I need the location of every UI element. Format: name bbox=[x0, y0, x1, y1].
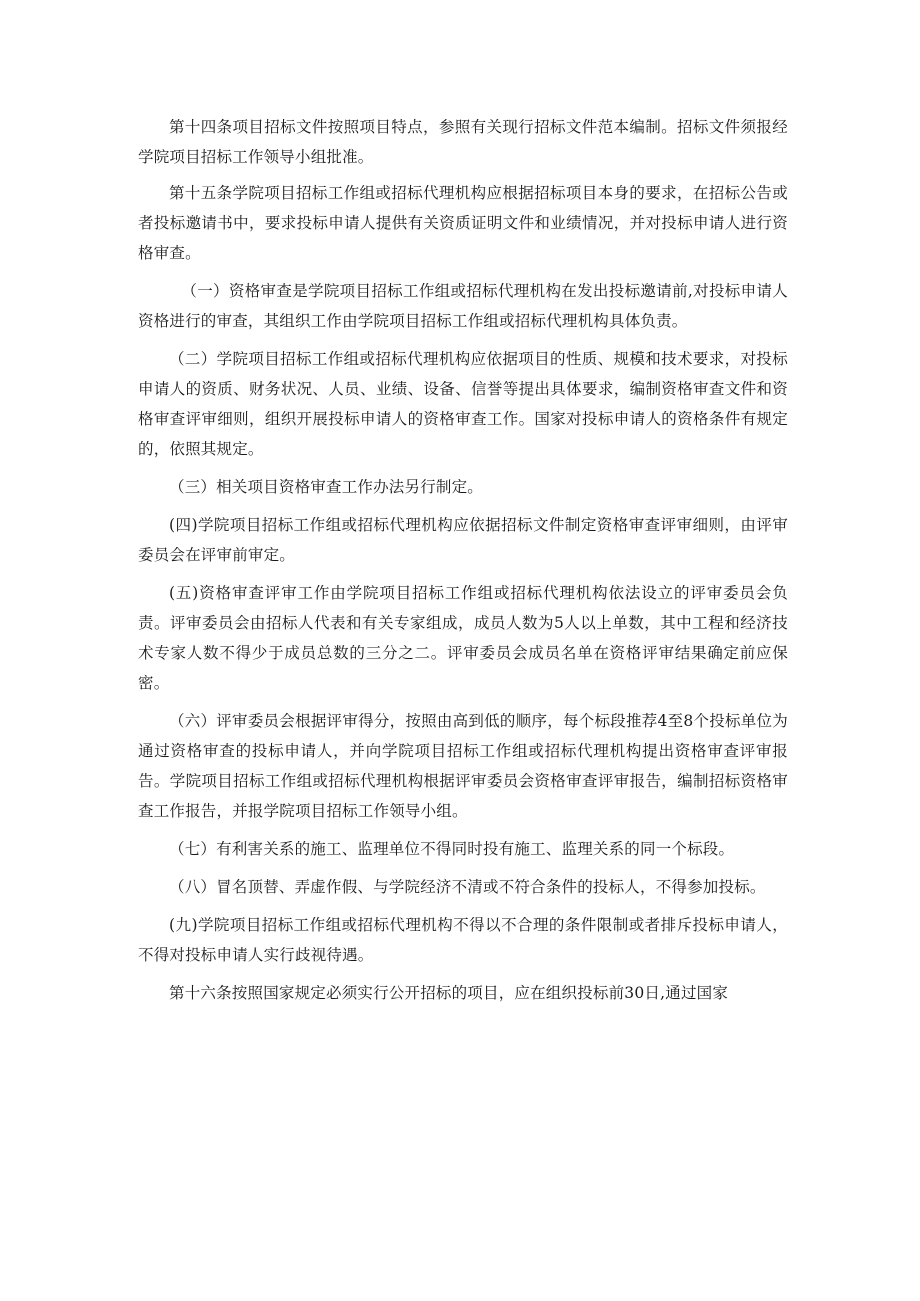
article-16-paragraph: 第十六条按照国家规定必须实行公开招标的项目，应在组织投标前30日,通过国家 bbox=[169, 984, 729, 1002]
clause-3-paragraph: （三）相关项目资格审查工作办法另行制定。 bbox=[169, 478, 484, 496]
clause-6-paragraph: （六）评审委员会根据评审得分，按照由高到低的顺序，每个标段推荐4至8个投标单位为通过资格审查的投标申请人，并向学院项目招标工作组或招标代理机构提出资格审查评审报告。学院项目招标工作组或招标代理机构根据评审委员会资格审查评审报告，编制招标资格审查工作报告，并报学院项目招标工作领导小组。 bbox=[138, 712, 788, 820]
clause-7-paragraph: （七）有利害关系的施工、监理单位不得同时投有施工、监理关系的同一个标段。 bbox=[169, 840, 735, 858]
clause-2-paragraph: （二）学院项目招标工作组或招标代理机构应依据项目的性质、规模和技术要求，对投标申请人的资质、财务状况、人员、业绩、设备、信誉等提出具体要求，编制资格审查文件和资格审查评审细则，组织开展投标申请人的资格审查工作。国家对投标申请人的资格条件有规定的，依照其规定。 bbox=[138, 350, 788, 458]
clause-1-paragraph: （一）资格审查是学院项目招标工作组或招标代理机构在发出投标邀请前,对投标申请人资格进行的审查，其组织工作由学院项目招标工作组或招标代理机构具体负责。 bbox=[138, 282, 788, 330]
article-14-paragraph: 第十四条项目招标文件按照项目特点，参照有关现行招标文件范本编制。招标文件须报经学院项目招标工作领导小组批准。 bbox=[138, 118, 788, 166]
clause-8-paragraph: （八）冒名顶替、弄虚作假、与学院经济不清或不符合条件的投标人，不得参加投标。 bbox=[169, 878, 766, 896]
clause-4-paragraph: (四)学院项目招标工作组或招标代理机构应依据招标文件制定资格审查评审细则，由评审委员会在评审前审定。 bbox=[138, 516, 788, 564]
clause-9-paragraph: (九)学院项目招标工作组或招标代理机构不得以不合理的条件限制或者排斥投标申请人，不得对投标申请人实行歧视待遇。 bbox=[138, 916, 788, 964]
clause-5-paragraph: (五)资格审查评审工作由学院项目招标工作组或招标代理机构依法设立的评审委员会负责。评审委员会由招标人代表和有关专家组成，成员人数为5人以上单数，其中工程和经济技术专家人数不得少于成员总数的三分之二。评审委员会成员名单在资格评审结果确定前应保密。 bbox=[138, 584, 788, 692]
article-15-paragraph: 第十五条学院项目招标工作组或招标代理机构应根据招标项目本身的要求，在招标公告或者投标邀请书中，要求投标申请人提供有关资质证明文件和业绩情况，并对投标申请人进行资格审查。 bbox=[138, 184, 788, 262]
